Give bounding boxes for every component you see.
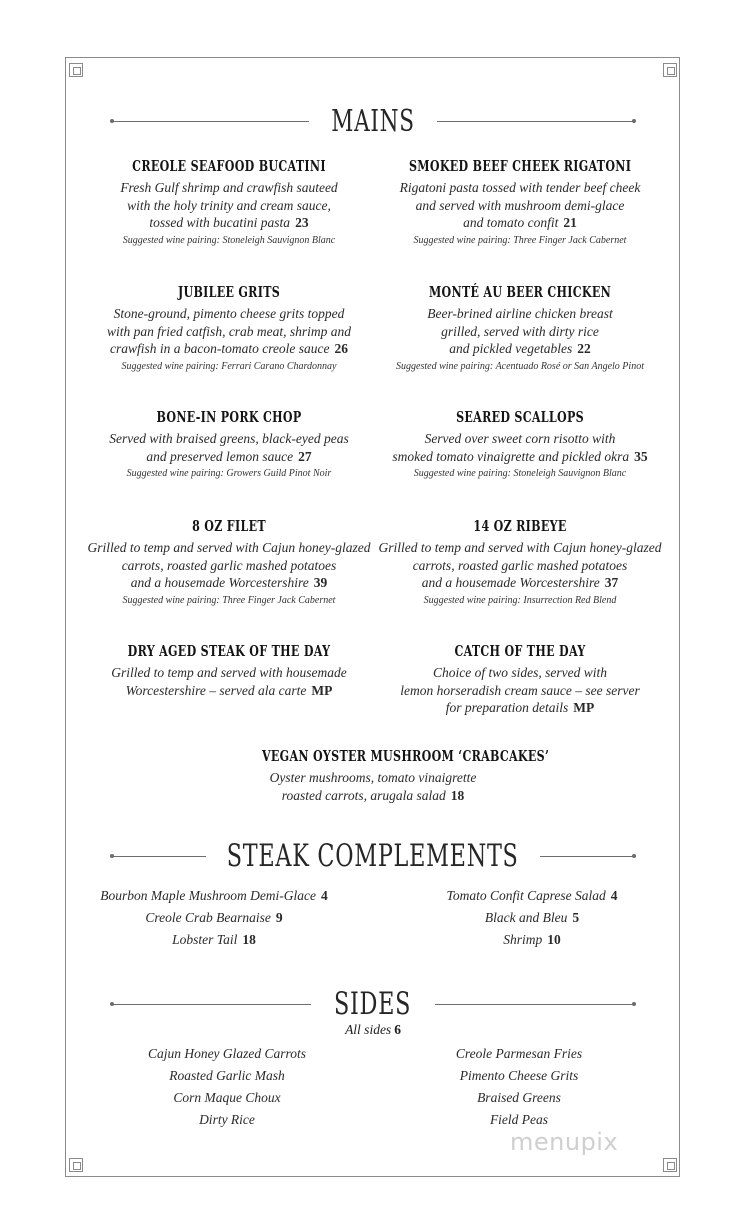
dish-price: 21 [563, 215, 577, 230]
list-item: Field Peas [489, 1112, 549, 1127]
dish-name: MONTÉ AU BEER CHICKEN [428, 283, 612, 301]
dish-description: Served over sweet corn risotto with smoked tomato vinaigrette and pickled okra 35 [392, 431, 648, 464]
list-item: Creole Crab Bearnaise 9 [145, 910, 283, 925]
wine-pairing: Suggested wine pairing: Stoneleigh Sauvignon Blanc [413, 468, 627, 479]
dish-name: BONE-IN PORK CHOP [156, 408, 302, 426]
dish-description: Grilled to temp and served with Cajun honey-glazed carrots, roasted garlic mashed potatoes and a housemade Worcestershire 37 [378, 540, 662, 590]
dish-price: MP [573, 700, 595, 715]
corner-ornament-top-right [663, 63, 677, 77]
wine-pairing: Suggested wine pairing: Three Finger Jack Cabernet [122, 594, 336, 606]
list-item: Creole Parmesan Fries [455, 1046, 583, 1061]
dish-price: 27 [298, 448, 312, 464]
wine-pairing: Suggested wine pairing: Ferrari Carano Chardonnay [121, 360, 337, 372]
sides-title: SIDES [334, 986, 412, 1022]
mains-heading [110, 104, 636, 139]
dish-description: Grilled to temp and served with housemade Worcestershire – served ala carte MP [111, 665, 347, 698]
steak-complements-left-list [64, 885, 364, 951]
dish-description: Grilled to temp and served with Cajun honey-glazed carrots, roasted garlic mashed potatoes and a housemade Worcestershire 39 [87, 540, 371, 590]
dish-name: CREOLE SEAFOOD BUCATINI [132, 157, 326, 175]
mains-title: MAINS [331, 104, 415, 139]
wine-pairing: Suggested wine pairing: Three Finger Jack Cabernet [413, 234, 627, 246]
dish-price: 26 [334, 341, 349, 356]
heading-rule-right [540, 856, 636, 857]
dish-price: 39 [313, 575, 328, 590]
dish-description: Beer-brined airline chicken breast grilled, served with dirty rice and pickled vegetables 22 [427, 306, 613, 356]
dish-vegan-oyster-mushroom-crabcakes [223, 747, 550, 804]
corner-ornament-top-left [69, 63, 83, 77]
heading-rule-right [435, 1004, 636, 1005]
dish-name: VEGAN OYSTER MUSHROOM ‘CRABCAKES’ [262, 747, 550, 765]
dish-name: 14 OZ RIBEYE [473, 517, 567, 535]
dish-price: 23 [295, 215, 309, 230]
dish-jubilee-grits [79, 283, 379, 372]
dish-creole-seafood-bucatini [79, 157, 379, 246]
dish-name: JUBILEE GRITS [177, 283, 281, 301]
dish-description: Served with braised greens, black-eyed peas and preserved lemon sauce 27 [109, 431, 349, 464]
dish-price: MP [311, 682, 333, 698]
wine-pairing: Suggested wine pairing: Insurrection Red Blend [423, 594, 617, 606]
dish-smoked-beef-cheek-rigatoni [370, 157, 670, 246]
dish-name: SMOKED BEEF CHEEK RIGATONI [409, 157, 632, 175]
dish-description: Oyster mushrooms, tomato vinaigrette roasted carrots, arugala salad 18 [269, 770, 477, 803]
dish-name: 8 OZ FILET [192, 517, 266, 535]
heading-rule-left [110, 1004, 311, 1005]
corner-ornament-bottom-right [663, 1158, 677, 1172]
dish-description: Rigatoni pasta tossed with tender beef cheek and served with mushroom demi-glace and tomato confit 21 [399, 180, 641, 230]
list-item: Shrimp 10 [503, 932, 561, 947]
dish-monte-au-beer-chicken [370, 283, 670, 372]
dish-bone-in-pork-chop [79, 408, 379, 479]
menupix-watermark: menupix [510, 1128, 619, 1156]
dish-description: Fresh Gulf shrimp and crawfish sauteed with the holy trinity and cream sauce, tossed with bucatini pasta 23 [120, 180, 338, 230]
dish-description: Stone-ground, pimento cheese grits topped with pan fried catfish, crab meat, shrimp and crawfish in a bacon-tomato creole sauce 26 [106, 306, 352, 356]
list-item: Corn Maque Choux [173, 1090, 281, 1105]
steak-complements-title: STEAK COMPLEMENTS [227, 838, 519, 874]
corner-ornament-bottom-left [69, 1158, 83, 1172]
dish-description: Choice of two sides, served with lemon horseradish cream sauce – see server for preparation details MP [400, 665, 640, 715]
sides-heading [110, 986, 636, 1022]
sides-left-list [77, 1043, 377, 1131]
heading-rule-left [110, 856, 206, 857]
list-item: Cajun Honey Glazed Carrots [147, 1046, 307, 1061]
steak-complements-heading [110, 838, 636, 874]
dish-8-oz-filet [79, 517, 379, 606]
wine-pairing: Suggested wine pairing: Stoneleigh Sauvignon Blanc [122, 234, 336, 246]
dish-name: SEARED SCALLOPS [456, 408, 584, 426]
wine-pairing: Suggested wine pairing: Acentuado Rosé or San Angelo Pinot [396, 360, 644, 372]
list-item: Tomato Confit Caprese Salad 4 [446, 888, 618, 903]
heading-rule-right [437, 121, 636, 122]
all-sides-price-note: All sides 6 [345, 1022, 401, 1037]
list-item: Dirty Rice [199, 1112, 255, 1127]
dish-price: 35 [634, 448, 648, 464]
dish-catch-of-the-day [370, 642, 670, 717]
list-item: Lobster Tail 18 [172, 932, 256, 947]
sides-right-list [369, 1043, 669, 1131]
list-item: Braised Greens [477, 1090, 561, 1105]
wine-pairing: Suggested wine pairing: Growers Guild Pinot Noir [126, 468, 332, 479]
dish-price: 22 [577, 341, 591, 356]
steak-complements-right-list [382, 885, 682, 951]
dish-name: CATCH OF THE DAY [454, 642, 586, 660]
list-item: Bourbon Maple Mushroom Demi-Glace 4 [100, 888, 328, 903]
dish-14-oz-ribeye [370, 517, 670, 606]
dish-price: 37 [604, 575, 619, 590]
dish-dry-aged-steak-of-the-day [79, 642, 379, 699]
list-item: Roasted Garlic Mash [169, 1068, 285, 1083]
dish-name: DRY AGED STEAK OF THE DAY [127, 642, 331, 660]
list-item: Pimento Cheese Grits [459, 1068, 579, 1083]
heading-rule-left [110, 121, 309, 122]
list-item: Black and Bleu 5 [484, 910, 580, 925]
dish-seared-scallops [370, 408, 670, 479]
dish-price: 18 [450, 787, 465, 803]
